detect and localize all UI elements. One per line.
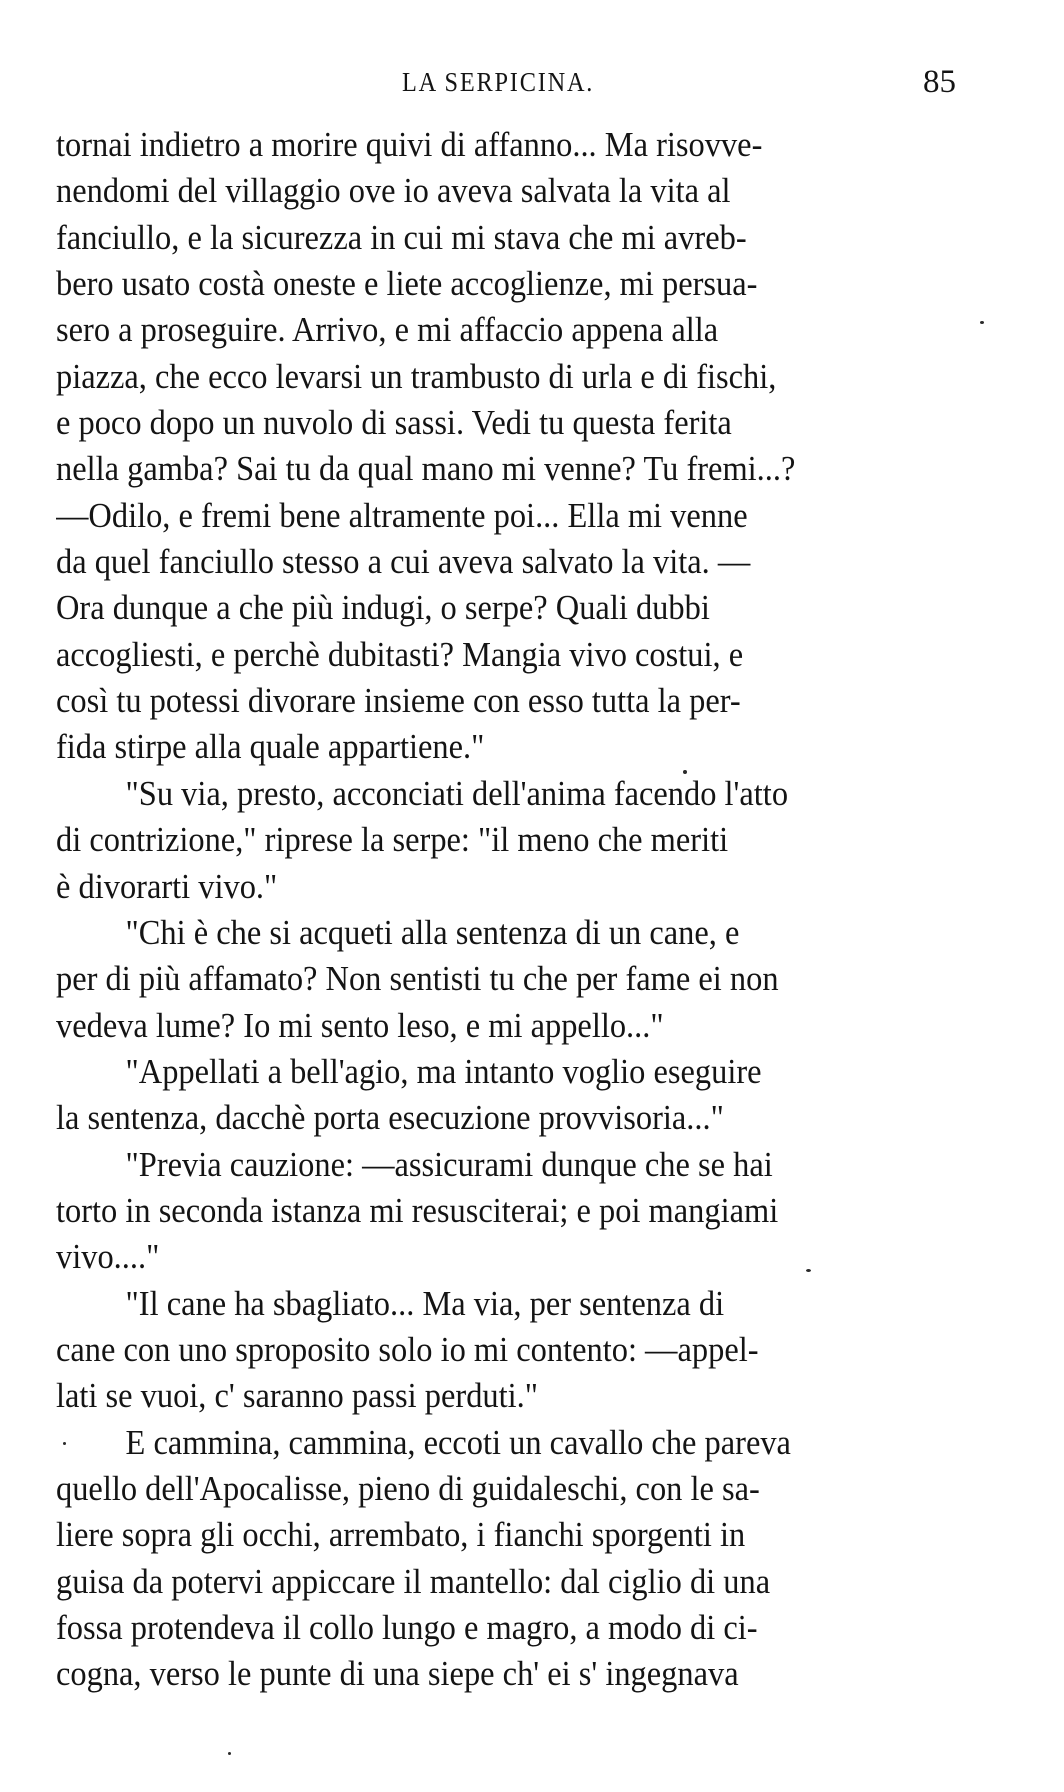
text-line [56,215,956,261]
text-line [56,724,956,770]
text-line-content: di contrizione," riprese la serpe: "il meno che meriti [56,821,729,860]
text-line [56,585,956,631]
text-line [56,354,956,400]
text-line [56,122,956,168]
text-line-content: "Chi è che si acqueti alla sentenza di un cane, e [125,913,740,952]
text-line [56,400,956,446]
page-number: 85 [923,64,956,100]
text-line-content: vivo...." [56,1238,160,1277]
text-line-content: fossa protendeva il collo lungo e magro, a modo di ci- [56,1609,758,1647]
text-line-content: "Previa cauzione: —assicurami dunque che se hai [125,1145,773,1184]
text-line [56,307,956,353]
text-line [56,1466,956,1512]
text-line [56,1234,956,1280]
text-line [56,956,956,1002]
text-line-content: nendomi del villaggio ove io aveva salvata la vita al [56,172,731,211]
text-line-content: cane con uno sproposito solo io mi contento: —appel- [56,1330,759,1369]
text-line-content: quello dell'Apocalisse, pieno di guidaleschi, con le sa- [56,1469,760,1508]
text-line-content: "Il cane ha sbagliato... Ma via, per sentenza di [125,1284,725,1323]
body-text [56,122,956,1698]
text-line-content: nella gamba? Sai tu da qual mano mi venne? Tu fremi...? [56,450,796,489]
text-line [56,1003,956,1049]
text-line-content: fida stirpe alla quale appartiene." [56,728,485,767]
text-line-content: torto in seconda istanza mi resusciterai; e poi mangiami [56,1191,779,1230]
text-line [56,539,956,585]
text-line [56,1188,956,1234]
text-line-content: così tu potessi divorare insieme con esso tutta la per- [56,682,741,721]
text-line-content: lati se vuoi, c' saranno passi perduti." [56,1377,539,1416]
text-line [56,1281,956,1327]
ink-speck [683,770,687,774]
text-line-content: e poco dopo un nuvolo di sassi. Vedi tu questa ferita [56,404,732,443]
text-line-content: per di più affamato? Non sentisti tu che per fame ei non [56,960,779,999]
text-line-content: da quel fanciullo stesso a cui aveva salvato la vita. — [56,543,751,582]
text-line-content: Ora dunque a che più indugi, o serpe? Quali dubbi [56,589,710,628]
text-line-content: accogliesti, e perchè dubitasti? Mangia vivo costui, e [56,635,744,674]
text-line [56,1559,956,1605]
text-line-content: E cammina, cammina, eccoti un cavallo che pareva [125,1423,791,1462]
text-line [56,678,956,724]
text-line-content: vedeva lume? Io mi sento leso, e mi appello..." [56,1006,664,1045]
text-line [56,771,956,817]
ink-speck [63,1442,66,1445]
running-head [56,62,956,102]
text-line [56,1373,956,1419]
text-line-content: è divorarti vivo." [56,867,278,906]
text-line-content: liere sopra gli occhi, arrembato, i fianchi sporgenti in [56,1516,746,1555]
text-line [56,493,956,539]
text-line [56,1327,956,1373]
text-line-content: "Appellati a bell'agio, ma intanto voglio eseguire [125,1052,762,1091]
text-line [56,261,956,307]
text-line [56,168,956,214]
running-title: LA SERPICINA. [402,67,595,97]
text-line [56,1142,956,1188]
text-line [56,1651,956,1697]
text-line [56,817,956,863]
text-line-content: cogna, verso le punte di una siepe ch' ei s' ingegnava [56,1655,739,1694]
text-line [56,1420,956,1466]
ink-speck [806,1269,811,1272]
text-line-content: —Odilo, e fremi bene altramente poi... Ella mi venne [56,496,748,535]
text-line-content: tornai indietro a morire quivi di affanno... Ma risovve- [56,126,763,164]
text-line-content: fanciullo, e la sicurezza in cui mi stava che mi avreb- [56,218,747,257]
text-line-content: bero usato costà oneste e liete accoglienze, mi persua- [56,265,758,304]
text-line [56,1605,956,1651]
text-line [56,1512,956,1558]
text-line-content: piazza, che ecco levarsi un trambusto di urla e di fischi, [56,357,777,396]
ink-speck [228,1752,231,1755]
text-line-content: "Su via, presto, acconciati dell'anima facendo l'atto [125,774,789,813]
ink-speck [980,321,984,324]
text-line [56,446,956,492]
text-line [56,910,956,956]
text-line-content: guisa da potervi appiccare il mantello: dal ciglio di una [56,1562,771,1601]
text-line [56,864,956,910]
text-line-content: sero a proseguire. Arrivo, e mi affaccio appena alla [56,311,719,350]
text-line [56,1049,956,1095]
text-line-content: la sentenza, dacchè porta esecuzione provvisoria..." [56,1099,724,1138]
text-line [56,632,956,678]
text-line [56,1095,956,1141]
